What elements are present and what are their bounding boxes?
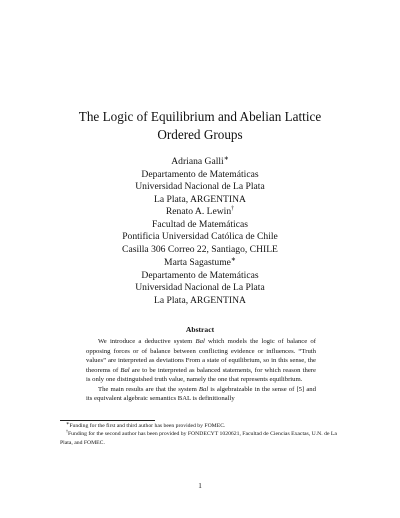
abstract-body [86,337,316,404]
author-1-university: Universidad Nacional de La Plata [135,181,265,193]
author-name-1: Adriana Galli∗ [171,156,229,167]
author-name-3: Marta Sagastume∗ [164,257,236,268]
abstract-heading: Abstract [185,325,215,334]
abstract-paragraph-2: The main results are that the system Bal is algebraizable in the sense of [5] and its equivalent algebraic semantics BAL is definitionally [86,385,316,403]
author-1-location: La Plata, ARGENTINA [154,193,246,205]
author-name-2: Renato A. Lewin† [165,206,235,217]
title-line-1: The Logic of Equilibrium and Abelian Lattice [78,109,322,124]
author-3-location: La Plata, ARGENTINA [154,294,246,306]
author-3-department: Departamento de Matemáticas [141,269,259,281]
author-3-university: Universidad Nacional de La Plata [135,282,265,294]
author-block-2 [60,206,340,256]
footnotes [60,422,344,447]
abstract-paragraph-1: We introduce a deductive system Bal which models the logic of balance of opposing forces or of balance between conflicting evidence or influences. “Truth values” are interpreted as deviations From a state of equilibrium, so in this sense, the theorems of Bal are to be interpreted as balanced statements, for which reason there is only one distinguished truth value, namely the one that represents equilibrium. [86,338,317,384]
paper-title [40,108,360,144]
footnote-1: ∗Funding for the first and third author has been provided by FOMEC. [66,420,226,429]
author-block-3 [60,257,340,307]
author-2-address: Casilla 306 Correo 22, Santiago, CHILE [122,243,278,255]
author-3-footnote-mark: ∗ [230,257,236,263]
author-1-department: Departamento de Matemáticas [141,168,259,180]
title-line-2: Ordered Groups [157,127,243,142]
author-2-university: Pontificia Universidad Católica de Chile [122,231,278,243]
author-block-1 [60,156,340,206]
author-2-department: Facultad de Matemáticas [152,218,248,230]
author-1-footnote-mark: ∗ [223,156,229,162]
author-2-footnote-mark: † [231,206,235,212]
footnote-2: †Funding for the second author has been provided by FONDECYT 1020621, Facultad de Ciencias Exactas, U.N. de La Plata, and FOMEC. [60,428,337,446]
page-number: 1 [198,482,202,490]
footnote-rule [60,420,155,421]
